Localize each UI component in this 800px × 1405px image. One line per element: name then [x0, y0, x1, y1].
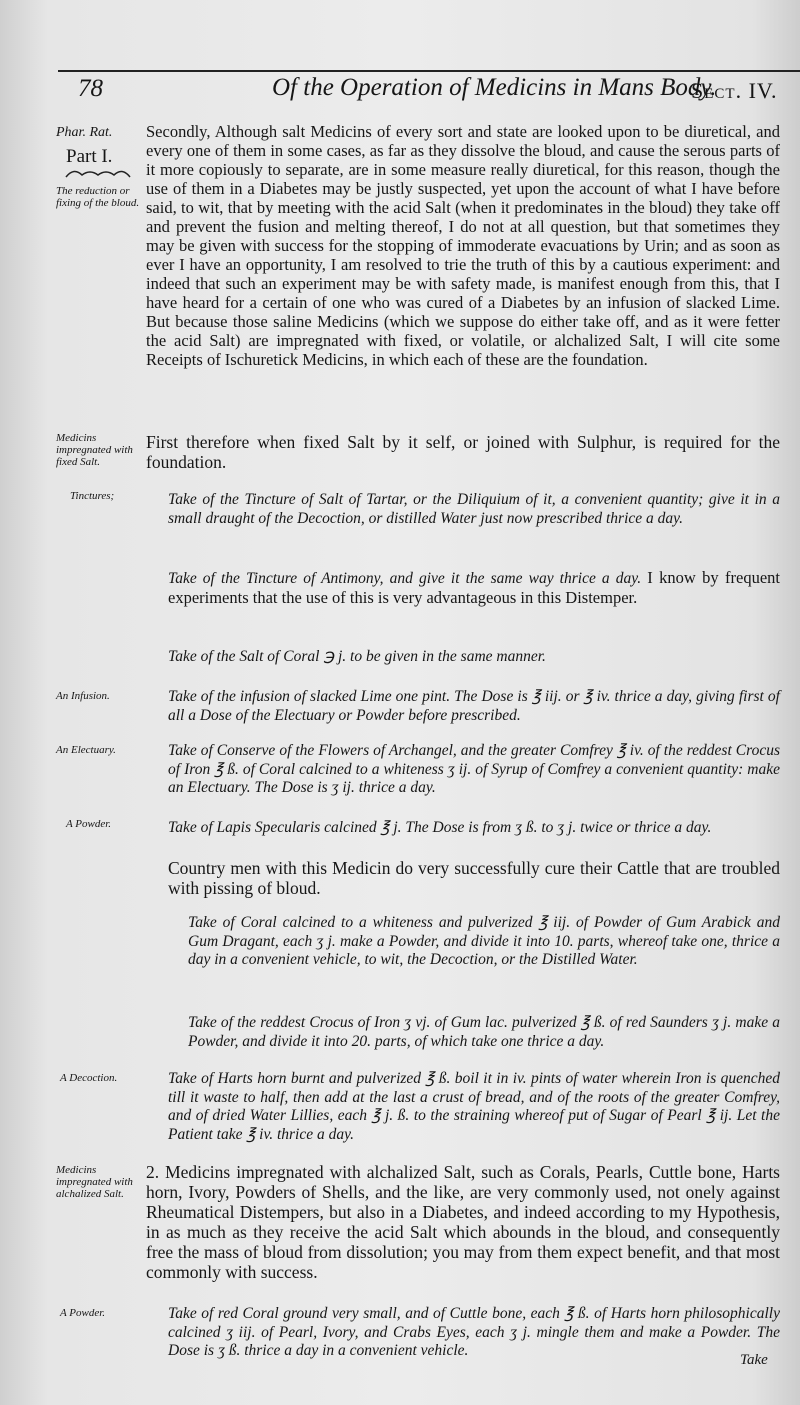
recipe-salt-coral: Take of the Salt of Coral ℈ j. to be given in the same manner. [168, 648, 546, 665]
paragraph-secondly: Secondly, Although salt Medicins of every sort and state are looked upon to be diuretical, and every one of them in some cases, as far as they dissolve the bloud, and cause the serous parts of it more copiously to separate, are in some measure really diuretical, for this reason, though the use of them in a Diabetes may be justly suspected, yet upon the account of what I have before said, to wit, that by meeting with the acid Salt (when it predominates in the bloud) they take off and prevent the fusion and melting thereof, I do not at all question, but that sometimes they may be given with success for the stopping of immoderate evacuations by Urin; and as soon as ever I have an opportunity, I am resolved to trie the truth of this by a cautious experiment: and indeed that such an experiment may be with safety made, is manifest enough from this, that I have heard for a certain of one who was cured of a Diabetes by an infusion of slacked Lime. But because those saline Medicins (which we suppose do either take off, and as it were fetter the acid Salt) are impregnated with fixed, or volatile, or alchalized Salt, I will cite some Receipts of Ischuretick Medicins, in which each of these are the foundation. [146, 122, 780, 369]
paragraph-fixed-salt: First therefore when fixed Salt by it self, or joined with Sulphur, is required for the foundation. [146, 432, 780, 472]
margin-alchalized: Medicins impregnated with alchalized Salt. [56, 1164, 133, 1200]
antimony-comment: I know by frequent experiments that the use of this is very advantageous in this Distemper. [168, 568, 780, 607]
margin-decoction: A Decoction. [60, 1072, 118, 1084]
recipe-decoction: Take of Harts horn burnt and pulverized ℥ ß. boil it in iv. pints of water wherein Iron is quenched till it waste to half, then add at the last a crust of bread, and of the roots of the greater Comfrey, and of dried Water Lillies, each ℥ j. ß. to the straining whereof put of Sugar of Pearl ℥ ij. Let the Patient take ℥ iv. thrice a day. [168, 1070, 780, 1143]
catchword: Take [740, 1352, 768, 1368]
page-number: 78 [78, 75, 103, 102]
section-label: Sect. IV. [691, 78, 778, 103]
running-title: Of the Operation of Medicins in Mans Body. [272, 74, 717, 101]
recipe-electuary: Take of Conserve of the Flowers of Archangel, and the greater Comfrey ℥ iv. of the reddest Crocus of Iron ℥ ß. of Coral calcined to a whiteness ʒ ij. of Syrup of Comfrey a convenient quantity: make an Electuary. The Dose is ʒ ij. thrice a day. [168, 742, 780, 796]
recipe-lapis-specularis: Take of Lapis Specularis calcined ℥ j. The Dose is from ʒ ß. to ʒ j. twice or thrice a day. [168, 819, 712, 836]
margin-powder-2: A Powder. [60, 1307, 106, 1319]
margin-phar-rat: Phar. Rat. [56, 125, 113, 140]
margin-powder-1: A Powder. [66, 818, 112, 830]
margin-reduction: The reduction or fixing of the bloud. [56, 185, 140, 209]
margin-fixed-salt: Medicins impregnated with fixed Salt. [56, 432, 133, 468]
margin-electuary: An Electuary. [56, 744, 116, 756]
recipe-crocus-iron: Take of the reddest Crocus of Iron ʒ vj. of Gum lac. pulverized ℥ ß. of red Saunders ʒ j. make a Powder, and divide it into 20. parts, of which take one thrice a day. [188, 1014, 780, 1050]
margin-tinctures: Tinctures; [70, 490, 115, 502]
paragraph-alchalized-salt: 2. Medicins impregnated with alchalized Salt, such as Corals, Pearls, Cuttle bone, Harts horn, Ivory, Powders of Shells, and the like, are very commonly used, not onely against Rheumatical Distempers, but also in a Diabetes, and indeed according to my Hypothesis, in as much as they receive the acid Salt which abounds in the bloud, and consequently free the mass of bloud from dissolution; you may from them expect benefit, and that most commonly with success. [146, 1162, 780, 1282]
recipe-tincture-antimony [168, 569, 780, 608]
margin-infusion: An Infusion. [56, 690, 110, 702]
margin-part: Part I. [66, 146, 113, 167]
recipe-tincture-tartar: Take of the Tincture of Salt of Tartar, or the Diliquium of it, a convenient quantity; give it in a small draught of the Decoction, or distilled Water just now prescribed thrice a day. [168, 491, 780, 527]
recipe-red-coral-powder: Take of red Coral ground very small, and of Cuttle bone, each ℥ ß. of Harts horn philosophically calcined ʒ iij. of Pearl, Ivory, and Crabs Eyes, each ʒ j. mingle them and make a Powder. The Dose is ʒ ß. thrice a day in a convenient vehicle. [168, 1305, 780, 1359]
ornament-flourish [64, 167, 134, 179]
recipe-antimony-text: Take of the Tincture of Antimony, and give it the same way thrice a day. [168, 570, 642, 587]
paragraph-country-men: Country men with this Medicin do very successfully cure their Cattle that are troubled with pissing of bloud. [168, 858, 780, 898]
recipe-infusion-lime: Take of the infusion of slacked Lime one pint. The Dose is ℥ iij. or ℥ iv. thrice a day, giving first of all a Dose of the Electuary or Powder before prescribed. [168, 688, 780, 724]
recipe-coral-powder: Take of Coral calcined to a whiteness and pulverized ℥ iij. of Powder of Gum Arabick and Gum Dragant, each ʒ j. make a Powder, and divide it into 10. parts, whereof take one, thrice a day in a convenient vehicle, to wit, the Decoction, or the Distilled Water. [188, 914, 780, 968]
header-rule [58, 70, 800, 72]
